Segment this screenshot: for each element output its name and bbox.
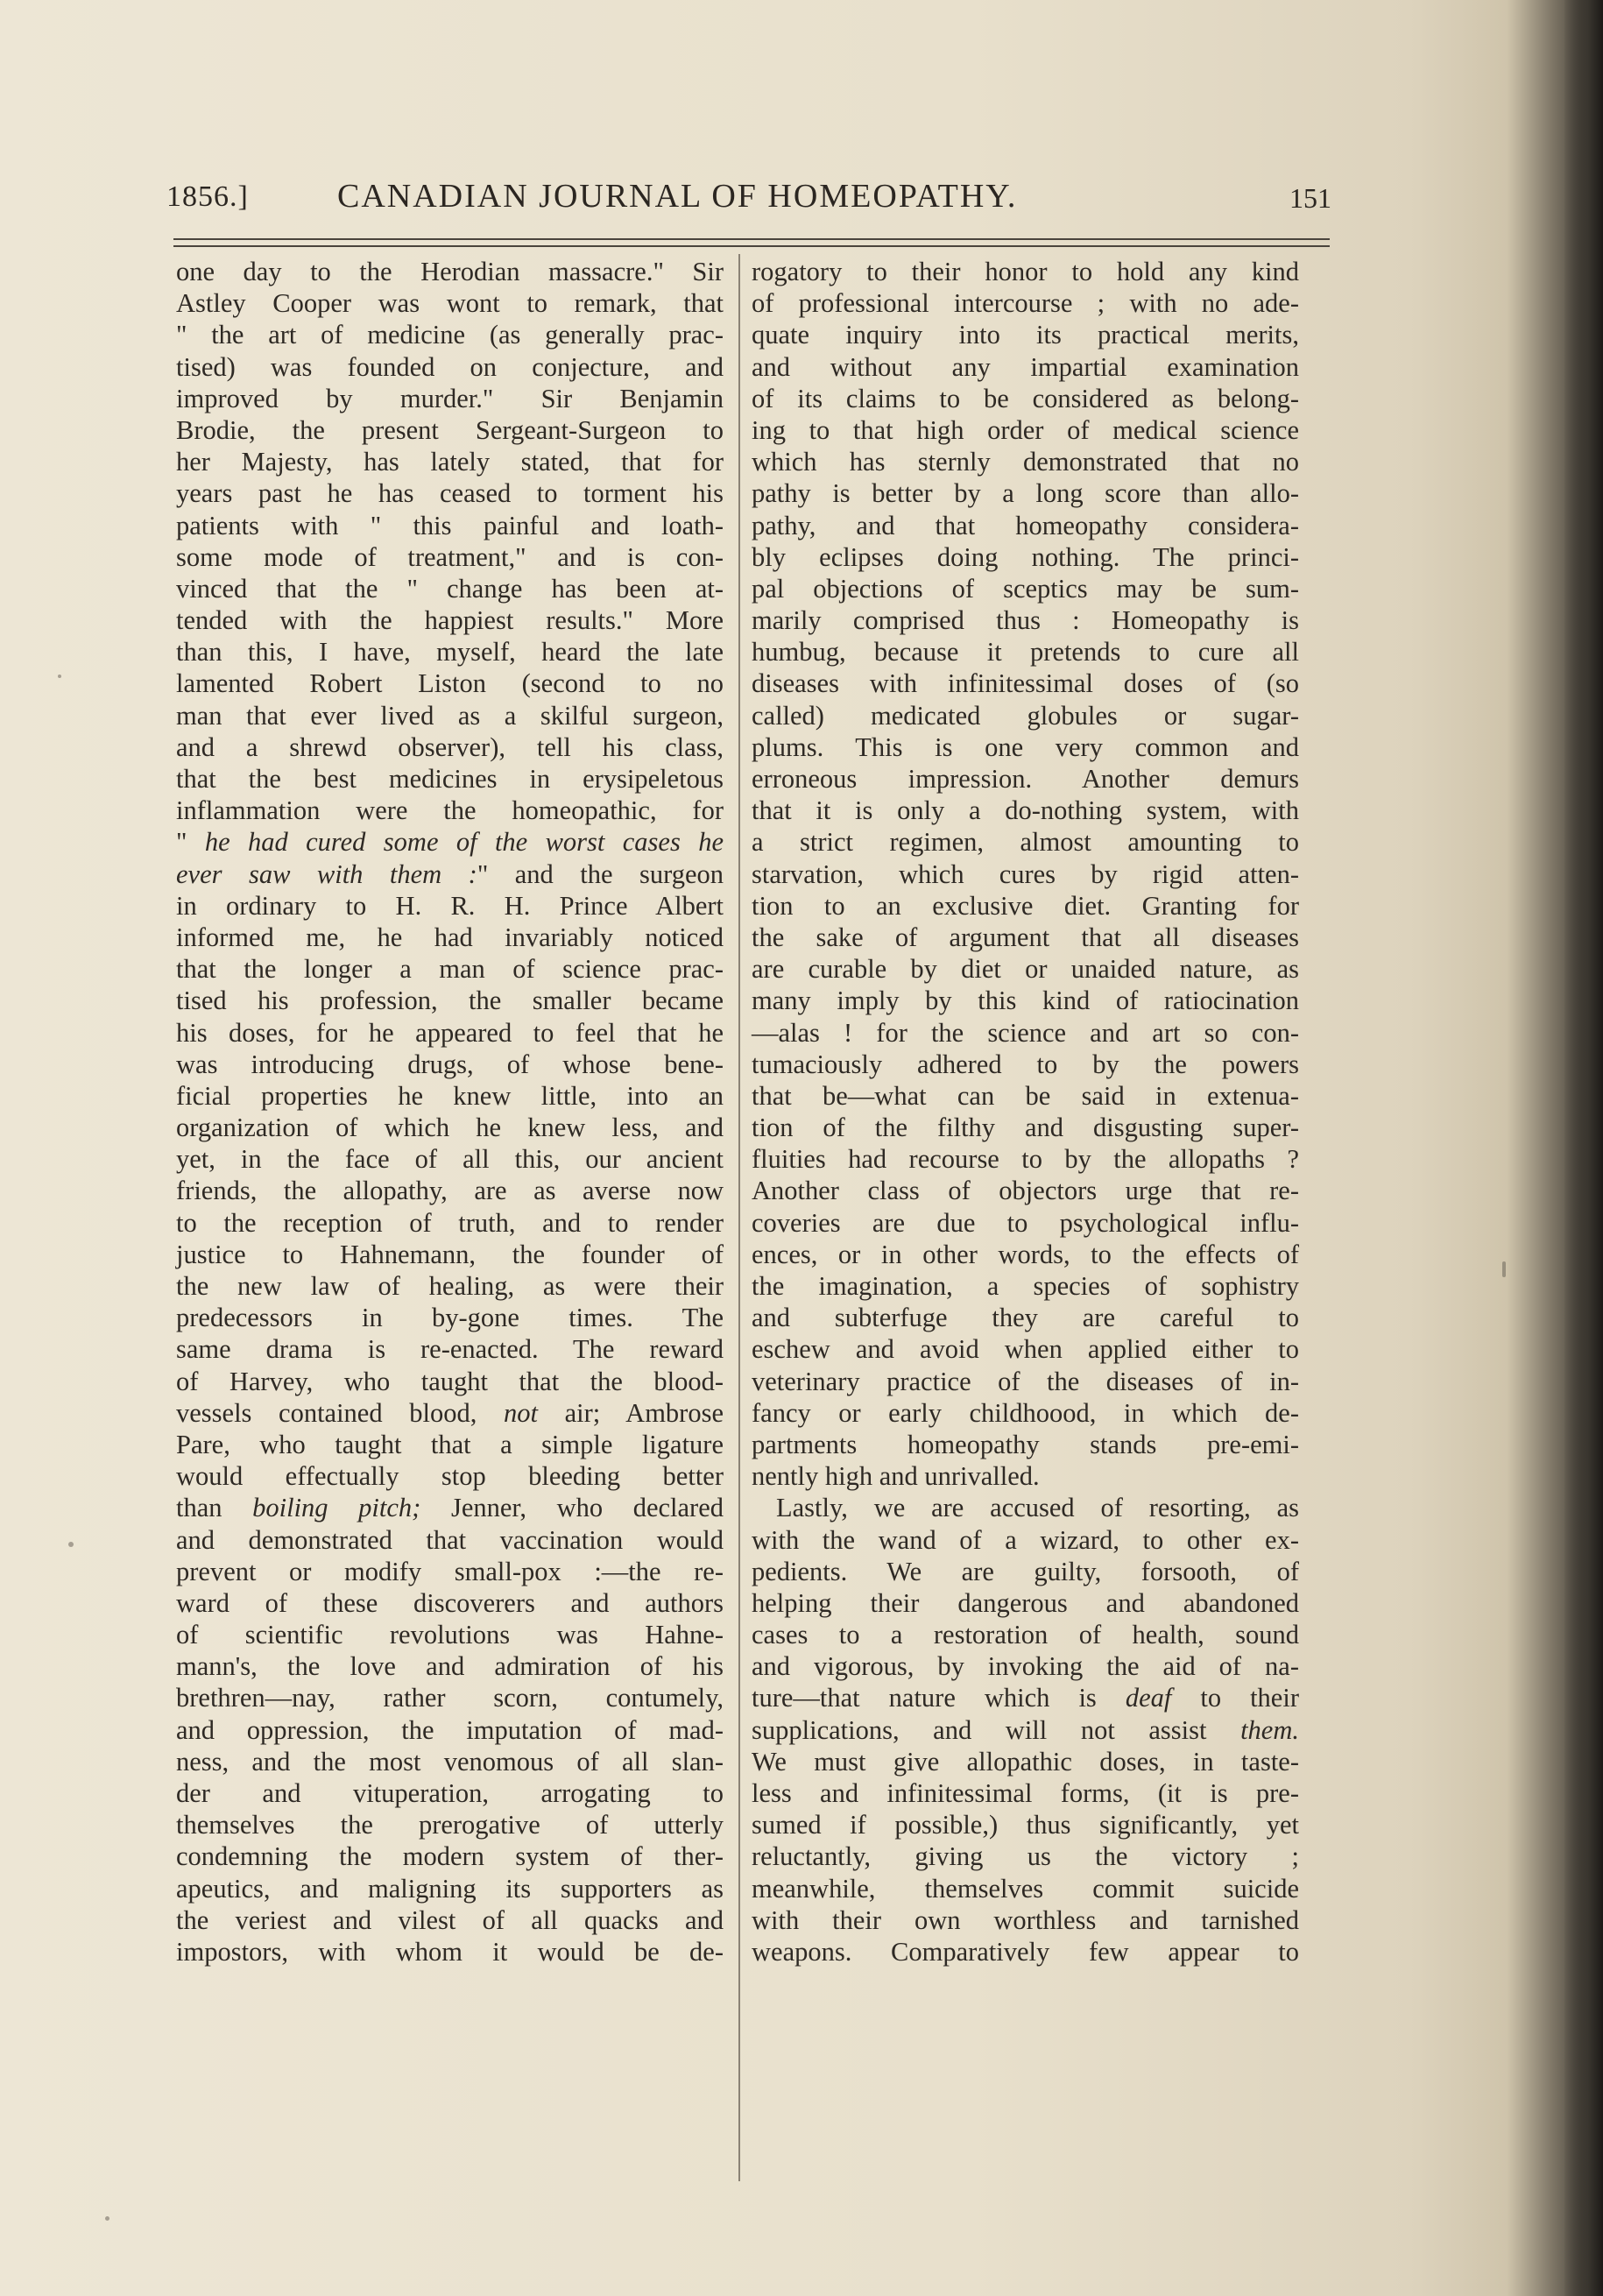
text-line: fancy or early childhoood, in which de- (752, 1397, 1299, 1428)
text-line: ever saw with them :" and the surgeon (176, 858, 724, 889)
text-line: ture—that nature which is deaf to their (752, 1683, 1299, 1713)
running-header (166, 173, 1331, 226)
text-line: many imply by this kind of ratiocination (752, 986, 1299, 1016)
text-line: veterinary practice of the diseases of in- (752, 1366, 1299, 1396)
text-line: ward of these discoverers and authors (176, 1587, 724, 1618)
text-line: less and infinitessimal forms, (it is pre- (752, 1778, 1299, 1808)
text-line: lamented Robert Liston (second to no (176, 668, 724, 699)
text-line: which has sternly demonstrated that no (752, 447, 1299, 477)
header-year: 1856.] (166, 180, 249, 213)
text-line: " he had cured some of the worst cases he (176, 827, 724, 858)
text-line: of scientific revolutions was Hahne- (176, 1620, 724, 1650)
text-line: meanwhile, themselves commit suicide (752, 1873, 1299, 1904)
text-line: mann's, the love and admiration of his (176, 1651, 724, 1682)
text-line: tumaciously adhered to by the powers (752, 1049, 1299, 1079)
header-rule-bottom (173, 245, 1330, 247)
text-line: his doses, for he appeared to feel that he (176, 1017, 724, 1048)
text-line: improved by murder." Sir Benjamin (176, 383, 724, 413)
text-line: erroneous impression. Another demurs (752, 764, 1299, 794)
text-line: helping their dangerous and abandoned (752, 1587, 1299, 1618)
text-line: humbug, because it pretends to cure all (752, 637, 1299, 668)
text-line: marily comprised thus : Homeopathy is (752, 605, 1299, 636)
text-line: her Majesty, has lately stated, that for (176, 447, 724, 477)
text-line: one day to the Herodian massacre." Sir (176, 257, 724, 286)
text-line: some mode of treatment," and is con- (176, 541, 724, 572)
text-line: Lastly, we are accused of resorting, as (776, 1493, 1299, 1523)
text-line: yet, in the face of all this, our ancient (176, 1144, 724, 1175)
text-line: sumed if possible,) thus significantly, yet (752, 1810, 1299, 1840)
text-line: ficial properties he knew little, into an (176, 1080, 724, 1111)
text-line: that it is only a do-nothing system, with (752, 795, 1299, 826)
text-line: ing to that high order of medical science (752, 414, 1299, 445)
text-line: eschew and avoid when applied either to (752, 1334, 1299, 1365)
text-line: starvation, which cures by rigid atten- (752, 858, 1299, 889)
text-line: —alas ! for the science and art so con- (752, 1017, 1299, 1048)
text-line: supplications, and will not assist them. (752, 1714, 1299, 1745)
text-line: tised) was founded on conjecture, and (176, 351, 724, 382)
text-line: and subterfuge they are careful to (752, 1303, 1299, 1333)
text-line: tised his profession, the smaller became (176, 986, 724, 1016)
right-text-column (752, 256, 1299, 1967)
text-line: of professional intercourse ; with no ade- (752, 288, 1299, 319)
text-line: would effectually stop bleeding better (176, 1461, 724, 1492)
text-line: pedients. We are guilty, forsooth, of (752, 1556, 1299, 1586)
text-line: and vigorous, by invoking the aid of na- (752, 1651, 1299, 1682)
page-number: 151 (1289, 182, 1331, 214)
text-line: a strict regimen, almost amounting to (752, 827, 1299, 858)
text-line: that the best medicines in erysipeletous (176, 764, 724, 794)
text-line: Pare, who taught that a simple ligature (176, 1429, 724, 1459)
text-line: reluctantly, giving us the victory ; (752, 1841, 1299, 1872)
paper-mark (1502, 1261, 1506, 1277)
text-line: justice to Hahnemann, the founder of (176, 1239, 724, 1269)
text-line: tion to an exclusive diet. Granting for (752, 890, 1299, 921)
text-line: weapons. Comparatively few appear to (752, 1936, 1299, 1967)
text-line: are curable by diet or unaided nature, as (752, 954, 1299, 985)
text-line: friends, the allopathy, are as averse now (176, 1176, 724, 1206)
text-line: impostors, with whom it would be de- (176, 1936, 724, 1967)
text-line: of its claims to be considered as belong- (752, 383, 1299, 413)
text-line: informed me, he had invariably noticed (176, 922, 724, 952)
text-line: pathy, and that homeopathy considera- (752, 510, 1299, 540)
text-line: We must give allopathic doses, in taste- (752, 1746, 1299, 1777)
text-line: to the reception of truth, and to render (176, 1207, 724, 1238)
paper-speck (105, 2216, 109, 2221)
text-line: man that ever lived as a skilful surgeon, (176, 700, 724, 731)
text-line: and demonstrated that vaccination would (176, 1524, 724, 1555)
text-line: the imagination, a species of sophistry (752, 1271, 1299, 1301)
text-line: in ordinary to H. R. H. Prince Albert (176, 890, 724, 921)
text-line: that be—what can be said in extenua- (752, 1080, 1299, 1111)
text-line: themselves the prerogative of utterly (176, 1810, 724, 1840)
book-spine-shadow (1564, 0, 1603, 2296)
text-line: diseases with infinitessimal doses of (so (752, 668, 1299, 699)
text-line: pal objections of sceptics may be sum- (752, 573, 1299, 604)
text-line: brethren—nay, rather scorn, contumely, (176, 1683, 724, 1713)
text-line: nently high and unrivalled. (752, 1461, 1040, 1492)
text-line: der and vituperation, arrogating to (176, 1778, 724, 1808)
text-line: and a shrewd observer), tell his class, (176, 731, 724, 762)
paper-speck (58, 675, 61, 678)
header-rule-top (173, 238, 1330, 240)
text-line: pathy is better by a long score than allo- (752, 478, 1299, 509)
text-line: fluities had recourse to by the allopaths ? (752, 1144, 1299, 1175)
text-line: than boiling pitch; Jenner, who declared (176, 1493, 724, 1523)
text-line: rogatory to their honor to hold any kind (752, 257, 1299, 286)
text-line: than this, I have, myself, heard the late (176, 637, 724, 668)
text-line: inflammation were the homeopathic, for (176, 795, 724, 826)
text-line: with their own worthless and tarnished (752, 1904, 1299, 1935)
text-line: Astley Cooper was wont to remark, that (176, 288, 724, 319)
text-line: prevent or modify small-pox :—the re- (176, 1556, 724, 1586)
text-line: years past he has ceased to torment his (176, 478, 724, 509)
text-line: Brodie, the present Sergeant-Surgeon to (176, 414, 724, 445)
text-line: tion of the filthy and disgusting super- (752, 1113, 1299, 1143)
column-divider (738, 254, 740, 2181)
text-line: same drama is re-enacted. The reward (176, 1334, 724, 1365)
text-line: and without any impartial examination (752, 351, 1299, 382)
text-line: plums. This is one very common and (752, 731, 1299, 762)
text-line: and oppression, the imputation of mad- (176, 1714, 724, 1745)
text-line: with the wand of a wizard, to other ex- (752, 1524, 1299, 1555)
text-line: cases to a restoration of health, sound (752, 1620, 1299, 1650)
text-line: ness, and the most venomous of all slan- (176, 1746, 724, 1777)
text-line: tended with the happiest results." More (176, 605, 724, 636)
text-line: was introducing drugs, of whose bene- (176, 1049, 724, 1079)
text-line: called) medicated globules or sugar- (752, 700, 1299, 731)
text-line: vinced that the " change has been at- (176, 573, 724, 604)
text-line: ences, or in other words, to the effects of (752, 1239, 1299, 1269)
text-line: predecessors in by-gone times. The (176, 1303, 724, 1333)
paper-speck (68, 1542, 74, 1547)
text-line: the sake of argument that all diseases (752, 922, 1299, 952)
text-line: coveries are due to psychological influ- (752, 1207, 1299, 1238)
text-line: patients with " this painful and loath- (176, 510, 724, 540)
text-line: organization of which he knew less, and (176, 1113, 724, 1143)
journal-title: CANADIAN JOURNAL OF HOMEOPATHY. (337, 178, 1018, 215)
text-line: partments homeopathy stands pre-emi- (752, 1429, 1299, 1459)
text-line: of Harvey, who taught that the blood- (176, 1366, 724, 1396)
text-line: Another class of objectors urge that re- (752, 1176, 1299, 1206)
text-line: the veriest and vilest of all quacks and (176, 1904, 724, 1935)
text-line: apeutics, and maligning its supporters as (176, 1873, 724, 1904)
text-line: " the art of medicine (as generally prac- (176, 320, 724, 350)
text-line: that the longer a man of science prac- (176, 954, 724, 985)
text-line: condemning the modern system of ther- (176, 1841, 724, 1872)
text-line: the new law of healing, as were their (176, 1271, 724, 1301)
text-line: vessels contained blood, not air; Ambrose (176, 1397, 724, 1428)
text-line: bly eclipses doing nothing. The princi- (752, 541, 1299, 572)
left-text-column (176, 256, 724, 1967)
text-line: quate inquiry into its practical merits, (752, 320, 1299, 350)
